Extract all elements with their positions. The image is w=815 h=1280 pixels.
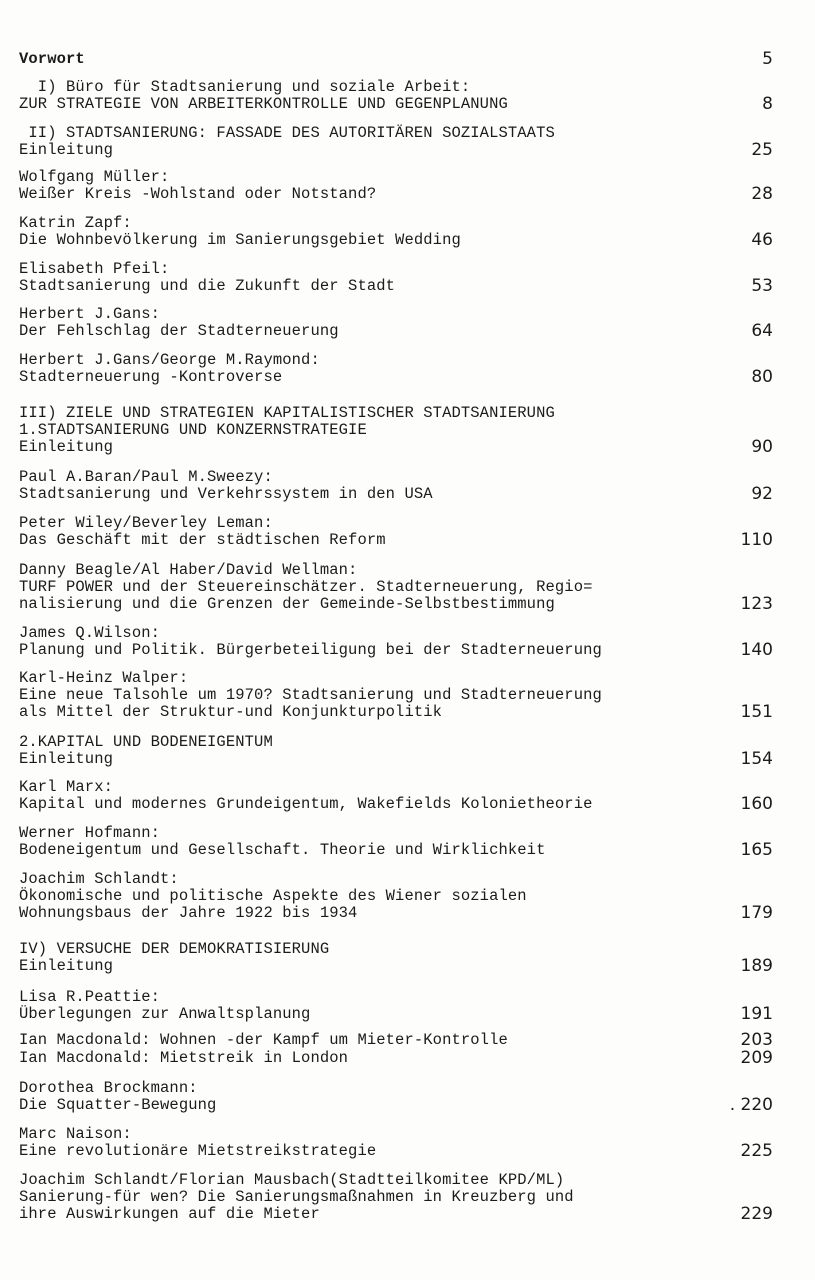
subsection-heading: 2.KAPITAL UND BODENEIGENTUM	[19, 733, 273, 751]
page-number: . 220	[729, 1095, 773, 1115]
toc-entry	[19, 825, 773, 859]
entry-author: Karl-Heinz Walper:	[19, 669, 189, 687]
toc-entry	[19, 779, 773, 813]
toc-entry	[19, 670, 773, 721]
entry-title: Weißer Kreis -Wohlstand oder Notstand?	[19, 185, 377, 203]
page-number: 160	[740, 794, 773, 814]
toc-entry	[19, 989, 773, 1023]
entry-author: Katrin Zapf:	[19, 214, 132, 232]
page-number: 8	[762, 94, 773, 114]
section-heading: III) ZIELE UND STRATEGIEN KAPITALISTISCHER STADTSANIERUNG	[19, 404, 555, 422]
toc-section-4	[19, 941, 773, 975]
entry-title: Eine neue Talsohle um 1970? Stadtsanierung und Stadterneuerung	[19, 686, 602, 704]
toc-entry	[19, 562, 773, 613]
section-heading: II) STADTSANIERUNG: FASSADE DES AUTORITÄREN SOZIALSTAATS	[19, 124, 555, 142]
entry-title-cont: Wohnungsbaus der Jahre 1922 bis 1934	[19, 904, 358, 922]
toc-section-1	[19, 79, 773, 113]
section-intro: Einleitung	[19, 438, 114, 456]
toc-entry-vorwort	[19, 51, 773, 68]
page-number: 28	[751, 184, 773, 204]
page-number: 209	[740, 1048, 773, 1068]
section-heading: IV) VERSUCHE DER DEMOKRATISIERUNG	[19, 940, 330, 958]
toc-entry	[19, 1126, 773, 1160]
page-number: 92	[751, 484, 773, 504]
entry-title-cont: ihre Auswirkungen auf die Mieter	[19, 1205, 320, 1223]
toc-entry	[19, 169, 773, 203]
page-number: 179	[740, 903, 773, 923]
entry-title: Die Squatter-Bewegung	[19, 1096, 217, 1114]
entry-author: Herbert J.Gans:	[19, 305, 161, 323]
entry-title: Vorwort	[19, 50, 85, 68]
entry-author: James Q.Wilson:	[19, 624, 161, 642]
page-number: 46	[751, 230, 773, 250]
section-intro: Einleitung	[19, 141, 114, 159]
entry-title: Stadterneuerung -Kontroverse	[19, 368, 283, 386]
page-number: 5	[762, 49, 773, 69]
page-number: 229	[740, 1204, 773, 1224]
entry-title: TURF POWER und der Steuereinschätzer. Stadterneuerung, Regio=	[19, 578, 593, 596]
entry-author: Dorothea Brockmann:	[19, 1079, 198, 1097]
toc-section-2	[19, 125, 773, 159]
page-number: 110	[740, 530, 773, 550]
page-number: 189	[740, 956, 773, 976]
page-number: 90	[751, 437, 773, 457]
entry-title-cont: nalisierung und die Grenzen der Gemeinde-Selbstbestimmung	[19, 595, 555, 613]
page-number: 225	[740, 1141, 773, 1161]
toc-entry	[19, 1080, 773, 1114]
page-number: 80	[751, 367, 773, 387]
entry-author: Joachim Schlandt:	[19, 870, 179, 888]
page-number: 203	[740, 1030, 773, 1050]
entry-title: Stadtsanierung und Verkehrssystem in den USA	[19, 485, 433, 503]
toc-entry	[19, 625, 773, 659]
entry-title-cont: als Mittel der Struktur-und Konjunkturpolitik	[19, 703, 443, 721]
page-number: 154	[740, 749, 773, 769]
entry-author: Paul A.Baran/Paul M.Sweezy:	[19, 468, 273, 486]
entry-title: Ian Macdonald: Mietstreik in London	[19, 1049, 349, 1067]
entry-title: Das Geschäft mit der städtischen Reform	[19, 531, 386, 549]
entry-author: Peter Wiley/Beverley Leman:	[19, 514, 273, 532]
section-heading: I) Büro für Stadtsanierung und soziale Arbeit:	[19, 78, 471, 96]
page-number: 25	[751, 140, 773, 160]
toc-entry	[19, 1172, 773, 1223]
entry-author: Werner Hofmann:	[19, 824, 161, 842]
toc-subsection-2	[19, 734, 773, 768]
toc-entry	[19, 1032, 773, 1049]
toc-entry	[19, 515, 773, 549]
page-number: 123	[740, 594, 773, 614]
entry-author: Wolfgang Müller:	[19, 168, 170, 186]
toc-entry	[19, 469, 773, 503]
entry-author: Joachim Schlandt/Florian Mausbach(Stadtteilkomitee KPD/ML)	[19, 1171, 565, 1189]
entry-author: Herbert J.Gans/George M.Raymond:	[19, 351, 320, 369]
entry-title: Kapital und modernes Grundeigentum, Wakefields Kolonietheorie	[19, 795, 593, 813]
toc-entry	[19, 871, 773, 922]
page-number: 140	[740, 640, 773, 660]
section-intro: Einleitung	[19, 750, 114, 768]
subsection-heading: 1.STADTSANIERUNG UND KONZERNSTRATEGIE	[19, 421, 367, 439]
page-number: 64	[751, 321, 773, 341]
entry-author: Karl Marx:	[19, 778, 114, 796]
page-number: 151	[740, 702, 773, 722]
toc-entry	[19, 215, 773, 249]
entry-title: Ökonomische und politische Aspekte des Wiener sozialen	[19, 887, 527, 905]
section-subtitle: ZUR STRATEGIE VON ARBEITERKONTROLLE UND GEGENPLANUNG	[19, 95, 508, 113]
entry-title: Stadtsanierung und die Zukunft der Stadt	[19, 277, 396, 295]
toc-entry	[19, 261, 773, 295]
page-number: 165	[740, 840, 773, 860]
section-intro: Einleitung	[19, 957, 114, 975]
page-number: 191	[740, 1004, 773, 1024]
toc-section-3	[19, 405, 773, 456]
entry-title: Planung und Politik. Bürgerbeteiligung bei der Stadterneuerung	[19, 641, 602, 659]
entry-author: Marc Naison:	[19, 1125, 132, 1143]
entry-title: Bodeneigentum und Gesellschaft. Theorie und Wirklichkeit	[19, 841, 546, 859]
entry-title: Sanierung-für wen? Die Sanierungsmaßnahmen in Kreuzberg und	[19, 1188, 574, 1206]
entry-title: Ian Macdonald: Wohnen -der Kampf um Mieter-Kontrolle	[19, 1031, 508, 1049]
entry-author: Lisa R.Peattie:	[19, 988, 161, 1006]
entry-title: Eine revolutionäre Mietstreikstrategie	[19, 1142, 377, 1160]
entry-author: Danny Beagle/Al Haber/David Wellman:	[19, 561, 358, 579]
entry-title: Die Wohnbevölkerung im Sanierungsgebiet Wedding	[19, 231, 461, 249]
toc-entry	[19, 306, 773, 340]
toc-entry	[19, 352, 773, 386]
page-number: 53	[751, 276, 773, 296]
entry-author: Elisabeth Pfeil:	[19, 260, 170, 278]
entry-title: Der Fehlschlag der Stadterneuerung	[19, 322, 339, 340]
toc-entry	[19, 1050, 773, 1067]
entry-title: Überlegungen zur Anwaltsplanung	[19, 1005, 311, 1023]
